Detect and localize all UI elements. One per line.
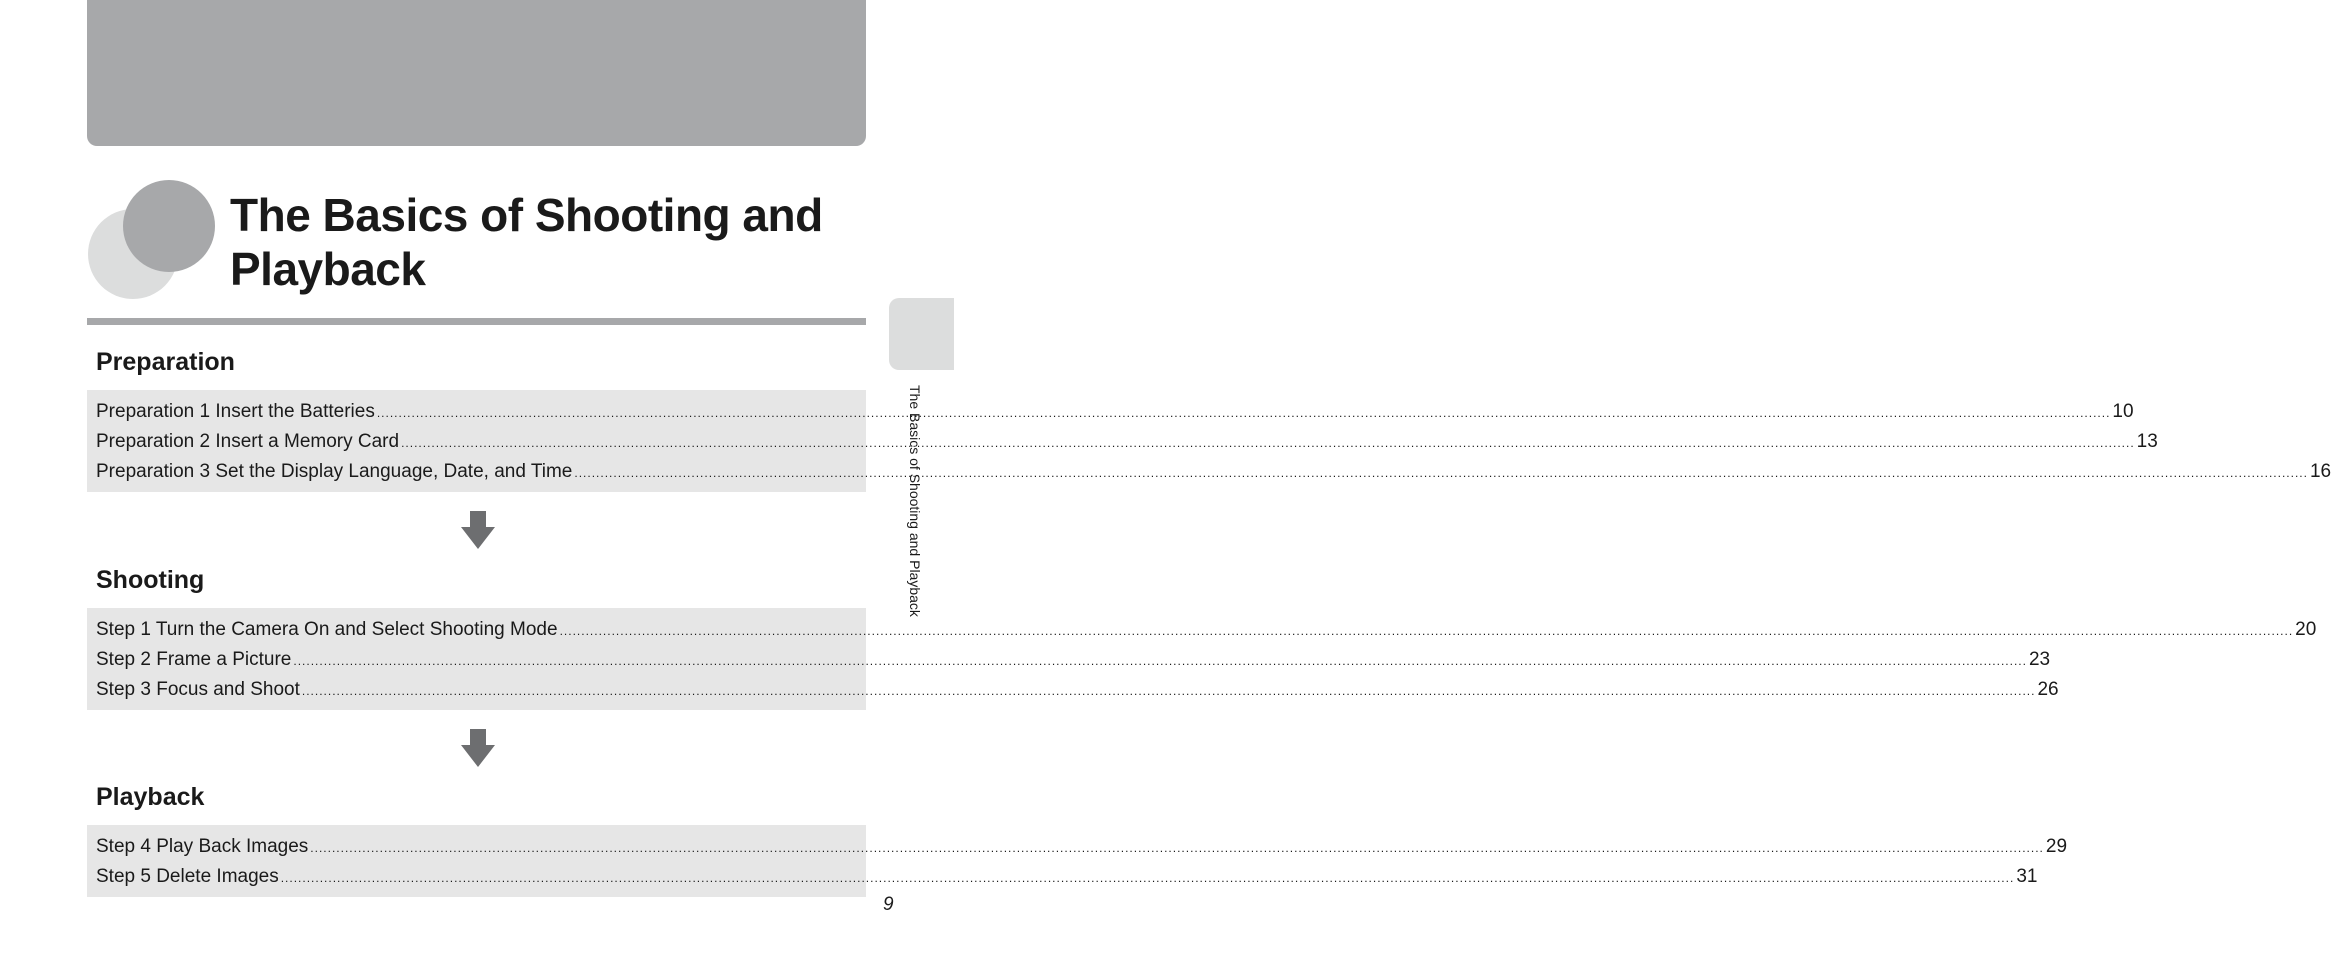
toc-entry-label: Preparation 1 Insert the Batteries <box>96 401 375 422</box>
toc-entry-page: 13 <box>2136 431 2158 452</box>
toc-entry-page: 20 <box>2295 619 2317 640</box>
toc-entry-label: Step 5 Delete Images <box>96 866 279 887</box>
toc-entry[interactable] <box>96 862 2038 892</box>
toc-entry-label: Preparation 3 Set the Display Language, Date, and Time <box>96 461 573 482</box>
toc-leader-dots: ................................................................................................................................................................................................................................................................................................................................................................................................................ <box>310 841 2044 855</box>
toc-entry[interactable] <box>96 457 2331 487</box>
toc-entry[interactable] <box>96 397 2134 427</box>
title-rule <box>87 318 866 325</box>
page-title: The Basics of Shooting and Playback <box>230 189 823 295</box>
toc-entry-label: Step 2 Frame a Picture <box>96 649 292 670</box>
page-number: 9 <box>883 894 894 915</box>
toc-entry[interactable] <box>96 675 2059 705</box>
toc-entry-label: Step 1 Turn the Camera On and Select Shooting Mode <box>96 619 558 640</box>
toc-leader-dots: ................................................................................................................................................................................................................................................................................................................................................................................................................ <box>376 406 2111 420</box>
toc-entry-page: 29 <box>2045 836 2068 857</box>
section-heading-shooting: Shooting <box>96 566 205 594</box>
toc-leader-dots: ................................................................................................................................................................................................................................................................................................................................................................................................................ <box>559 624 2294 638</box>
toc-leader-dots: ................................................................................................................................................................................................................................................................................................................................................................................................................ <box>574 466 2308 480</box>
header-band <box>87 0 866 146</box>
toc-entry-label: Step 4 Play Back Images <box>96 836 309 857</box>
side-tab-label: The Basics of Shooting and Playback <box>907 385 923 617</box>
down-arrow-icon <box>461 511 495 549</box>
toc-entry-label: Step 3 Focus and Shoot <box>96 679 300 700</box>
toc-leader-dots: ................................................................................................................................................................................................................................................................................................................................................................................................................ <box>293 654 2027 668</box>
toc-entry[interactable] <box>96 615 2317 645</box>
toc-entry[interactable] <box>96 645 2051 675</box>
section-heading-playback: Playback <box>96 783 205 811</box>
toc-entry-label: Preparation 2 Insert a Memory Card <box>96 431 400 452</box>
toc-entry-page: 23 <box>2028 649 2051 670</box>
toc-box-preparation <box>87 390 2331 492</box>
dark-circle <box>123 180 215 272</box>
side-tab <box>889 298 954 370</box>
toc-leader-dots: ................................................................................................................................................................................................................................................................................................................................................................................................................ <box>401 436 2135 450</box>
toc-entry[interactable] <box>96 427 2158 457</box>
down-arrow-icon <box>461 729 495 767</box>
toc-leader-dots: ................................................................................................................................................................................................................................................................................................................................................................................................................ <box>280 871 2015 885</box>
toc-box-shooting <box>87 608 2317 710</box>
toc-entry-page: 31 <box>2016 866 2038 887</box>
section-heading-preparation: Preparation <box>96 348 235 376</box>
toc-box-playback <box>87 825 2068 897</box>
toc-entry-page: 10 <box>2112 401 2134 422</box>
toc-leader-dots: ................................................................................................................................................................................................................................................................................................................................................................................................................ <box>301 684 2036 698</box>
toc-entry[interactable] <box>96 832 2068 862</box>
toc-entry-page: 16 <box>2309 461 2331 482</box>
toc-entry-page: 26 <box>2037 679 2059 700</box>
